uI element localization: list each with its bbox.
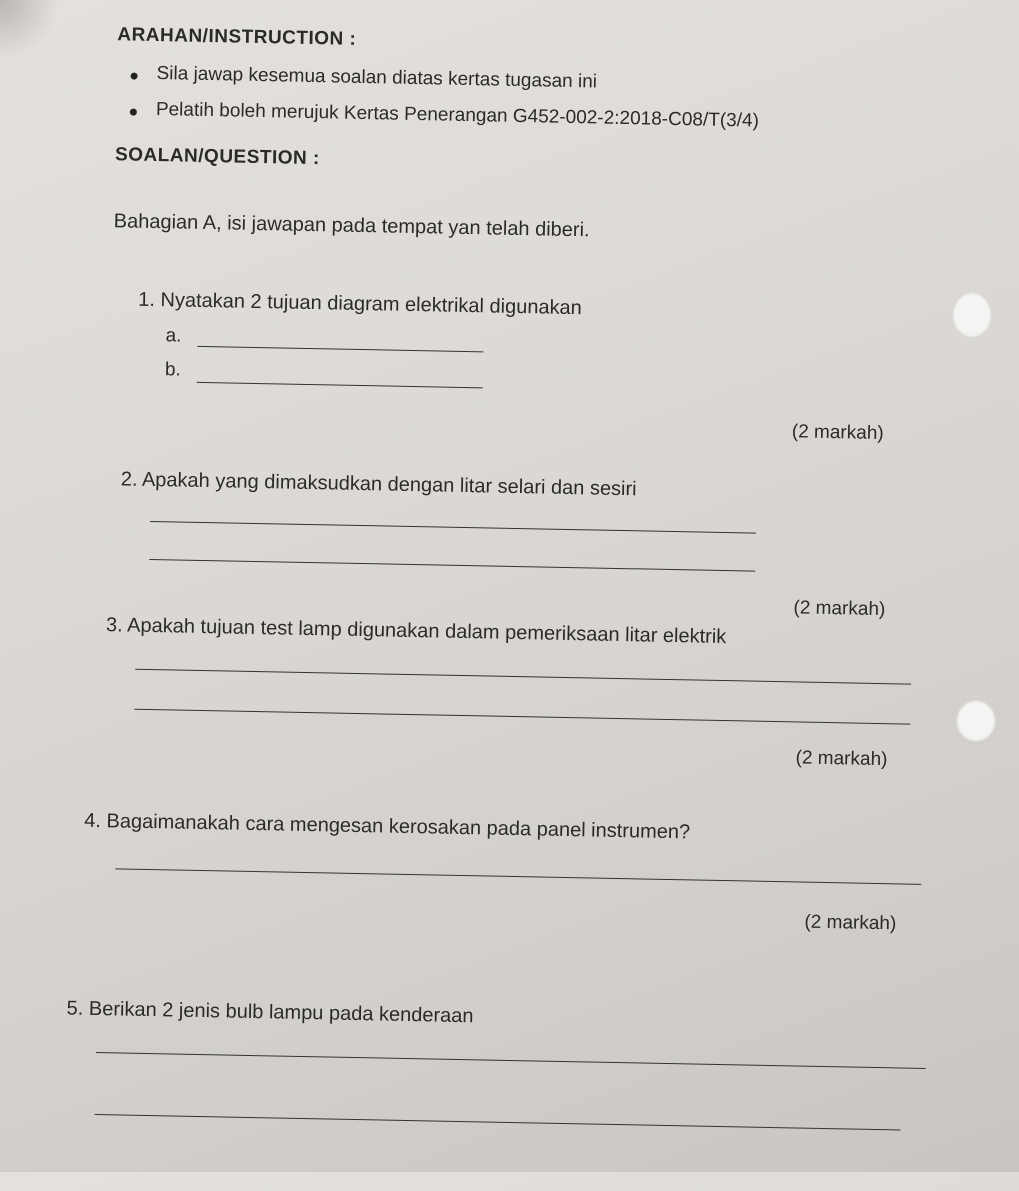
instruction-heading: ARAHAN/INSTRUCTION :: [117, 24, 357, 50]
answer-line-2a[interactable]: [150, 521, 756, 534]
question-4-text: 4. Bagaimanakah cara mengesan kerosakan pada panel instrumen?: [84, 809, 691, 844]
question-4-marks: (2 markah): [804, 911, 897, 935]
answer-line-5b[interactable]: [95, 1114, 901, 1130]
answer-line-4[interactable]: [115, 868, 921, 884]
binder-hole: [952, 292, 992, 338]
question-1-sub-b: b.: [164, 359, 181, 381]
answer-line-5a[interactable]: [96, 1052, 926, 1069]
answer-line-1b[interactable]: [197, 382, 483, 388]
question-2-marks: (2 markah): [793, 597, 886, 621]
bullet-icon: [130, 73, 137, 80]
answer-line-2b[interactable]: [149, 559, 755, 572]
question-1-sub-a: a.: [165, 325, 182, 347]
question-2-text: 2. Apakah yang dimaksudkan dengan litar selari dan sesiri: [120, 468, 637, 501]
question-heading: SOALAN/QUESTION :: [114, 144, 321, 170]
instruction-item-1: Sila jawap kesemua soalan diatas kertas tugasan ini: [156, 63, 598, 93]
answer-line-1a[interactable]: [197, 346, 483, 352]
question-3-text: 3. Apakah tujuan test lamp digunakan dalam pemeriksaan litar elektrik: [105, 614, 727, 649]
question-3-marks: (2 markah): [795, 747, 888, 771]
question-1-marks: (2 markah): [791, 421, 884, 445]
question-1-text: 1. Nyatakan 2 tujuan diagram elektrikal digunakan: [138, 288, 583, 320]
instruction-item-2: Pelatih boleh merujuk Kertas Penerangan G452-002-2:2018-C08/T(3/4): [155, 99, 760, 132]
answer-line-3a[interactable]: [135, 669, 911, 685]
question-5-text: 5. Berikan 2 jenis bulb lampu pada kenderaan: [66, 997, 474, 1028]
section-intro: Bahagian A, isi jawapan pada tempat yan telah diberi.: [113, 210, 590, 242]
answer-line-3b[interactable]: [134, 709, 910, 725]
bullet-icon: [130, 109, 137, 116]
binder-hole: [956, 700, 996, 742]
